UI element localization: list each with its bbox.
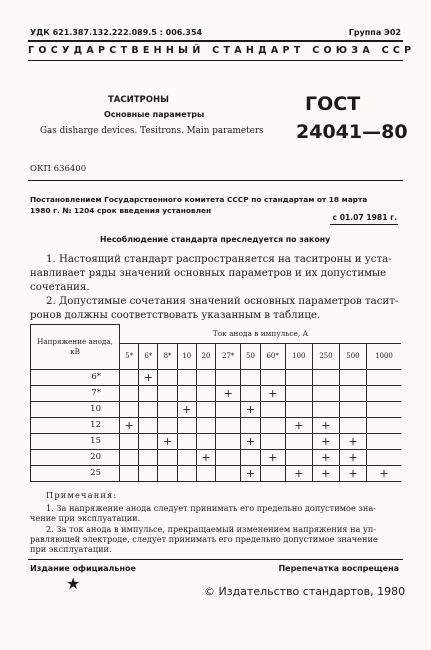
group-code: Группа Э02 bbox=[348, 28, 401, 37]
note-1-line-1: 1. За напряжение анода следует принимать его предельно допустимое зна- bbox=[46, 503, 376, 513]
plus-mark: + bbox=[182, 402, 192, 416]
empty-cell bbox=[158, 369, 177, 385]
current-column-header: 100 bbox=[285, 343, 312, 369]
empty-cell bbox=[312, 369, 339, 385]
voltage-header-line-1: Напряжение анода, bbox=[37, 336, 113, 346]
table-row bbox=[31, 465, 402, 481]
parameters-table bbox=[30, 324, 401, 482]
table-row bbox=[31, 385, 402, 401]
plus-mark: + bbox=[268, 450, 278, 464]
plus-mark: + bbox=[348, 466, 358, 480]
plus-mark: + bbox=[223, 386, 233, 400]
current-group-header: Ток анода в импульсе, А bbox=[120, 325, 402, 344]
empty-cell bbox=[285, 401, 312, 417]
standard-banner: ГОСУДАРСТВЕННЫЙ СТАНДАРТ СОЮЗА ССР bbox=[28, 45, 416, 56]
plus-mark-cell bbox=[139, 369, 158, 385]
empty-cell bbox=[139, 417, 158, 433]
current-column-header: 10 bbox=[177, 343, 196, 369]
english-title: Gas disharge devices. Tesitrons. Main parameters bbox=[40, 126, 264, 136]
plus-mark: + bbox=[321, 418, 331, 432]
current-column-header: 6* bbox=[139, 343, 158, 369]
empty-cell bbox=[158, 417, 177, 433]
empty-cell bbox=[241, 449, 260, 465]
plus-mark-cell bbox=[339, 465, 366, 481]
empty-cell bbox=[139, 465, 158, 481]
plus-mark: + bbox=[348, 434, 358, 448]
plus-mark: + bbox=[162, 434, 173, 448]
empty-cell bbox=[139, 449, 158, 465]
empty-cell bbox=[216, 401, 241, 417]
empty-cell bbox=[339, 401, 366, 417]
note-2-line-1: 2. За ток анода в импульсе, прекращаемый изменением напряжения на уп- bbox=[46, 524, 377, 534]
plus-mark-cell bbox=[285, 465, 312, 481]
table-row bbox=[31, 449, 402, 465]
empty-cell bbox=[139, 401, 158, 417]
udk-code: УДК 621.387.132.222.089.5 : 006.354 bbox=[30, 28, 203, 37]
empty-cell bbox=[241, 369, 260, 385]
table-body bbox=[31, 369, 402, 481]
decree-line-2: 1980 г. № 1204 срок введения установлен bbox=[30, 206, 212, 215]
voltage-header-line-2: кВ bbox=[70, 346, 80, 356]
empty-cell bbox=[241, 385, 260, 401]
plus-mark: + bbox=[321, 434, 331, 448]
notes-heading: Примечания: bbox=[46, 490, 118, 500]
voltage-header bbox=[31, 325, 120, 370]
document-subtitle: Основные параметры bbox=[104, 110, 205, 119]
empty-cell bbox=[158, 385, 177, 401]
empty-cell bbox=[177, 417, 196, 433]
effective-date: с 01.07 1981 г. bbox=[332, 213, 397, 222]
plus-mark-cell bbox=[312, 465, 339, 481]
empty-cell bbox=[158, 401, 177, 417]
empty-cell bbox=[312, 385, 339, 401]
empty-cell bbox=[339, 369, 366, 385]
plus-mark-cell bbox=[241, 465, 260, 481]
gost-label: ГОСТ bbox=[305, 93, 361, 115]
decree-line-1: Постановлением Государственного комитета СССР по стандартам от 18 марта bbox=[30, 195, 368, 204]
empty-cell bbox=[196, 433, 215, 449]
plus-mark: + bbox=[143, 370, 153, 384]
empty-cell bbox=[312, 401, 339, 417]
plus-mark-cell bbox=[339, 449, 366, 465]
empty-cell bbox=[177, 369, 196, 385]
empty-cell bbox=[366, 369, 401, 385]
empty-cell bbox=[216, 417, 241, 433]
empty-cell bbox=[177, 449, 196, 465]
plus-mark: + bbox=[245, 466, 256, 480]
plus-mark: + bbox=[245, 402, 256, 416]
plus-mark-cell bbox=[158, 433, 177, 449]
empty-cell bbox=[366, 417, 401, 433]
empty-cell bbox=[216, 449, 241, 465]
plus-mark: + bbox=[201, 450, 211, 464]
empty-cell bbox=[260, 417, 285, 433]
plus-mark: + bbox=[245, 434, 256, 448]
empty-cell bbox=[120, 433, 139, 449]
table-row bbox=[31, 401, 402, 417]
empty-cell bbox=[216, 433, 241, 449]
voltage-cell: 15 bbox=[31, 433, 120, 449]
note-1-line-2: чение при эксплуатации. bbox=[30, 513, 141, 523]
empty-cell bbox=[285, 369, 312, 385]
empty-cell bbox=[366, 433, 401, 449]
voltage-cell: 20 bbox=[31, 449, 120, 465]
empty-cell bbox=[139, 433, 158, 449]
current-column-header: 60* bbox=[260, 343, 285, 369]
okp-code: ОКП 636400 bbox=[30, 164, 87, 174]
paragraph-2-line-1: 2. Допустимые сочетания значений основных параметров тасит- bbox=[46, 296, 399, 307]
empty-cell bbox=[177, 385, 196, 401]
plus-mark-cell bbox=[241, 401, 260, 417]
legal-warning: Несоблюдение стандарта преследуется по закону bbox=[100, 235, 331, 244]
empty-cell bbox=[366, 449, 401, 465]
empty-cell bbox=[120, 401, 139, 417]
plus-mark-cell bbox=[260, 385, 285, 401]
empty-cell bbox=[139, 385, 158, 401]
plus-mark-cell bbox=[312, 417, 339, 433]
empty-cell bbox=[216, 465, 241, 481]
copyright: © Издательство стандартов, 1980 bbox=[204, 585, 406, 598]
official-edition: Издание официальное bbox=[30, 564, 136, 573]
current-column-header: 5* bbox=[120, 343, 139, 369]
banner-rule bbox=[28, 60, 403, 61]
empty-cell bbox=[158, 465, 177, 481]
gost-number: 24041—80 bbox=[296, 121, 408, 143]
empty-cell bbox=[260, 465, 285, 481]
empty-cell bbox=[158, 449, 177, 465]
paragraph-1-line-2: навливает ряды значений основных параметров и их допустимые bbox=[30, 268, 387, 279]
empty-cell bbox=[177, 433, 196, 449]
okp-rule bbox=[28, 180, 403, 181]
footer-rule bbox=[28, 559, 403, 560]
plus-mark-cell bbox=[339, 433, 366, 449]
voltage-cell: 12 bbox=[31, 417, 120, 433]
empty-cell bbox=[196, 465, 215, 481]
empty-cell bbox=[196, 385, 215, 401]
star-icon: ★ bbox=[66, 574, 81, 593]
plus-mark: + bbox=[268, 386, 278, 400]
empty-cell bbox=[216, 369, 241, 385]
plus-mark: + bbox=[124, 418, 134, 432]
document-title: ТАСИТРОНЫ bbox=[108, 95, 169, 105]
plus-mark-cell bbox=[260, 449, 285, 465]
plus-mark-cell bbox=[196, 449, 215, 465]
empty-cell bbox=[339, 385, 366, 401]
paragraph-1-line-3: сочетания. bbox=[30, 282, 90, 293]
empty-cell bbox=[366, 385, 401, 401]
plus-mark: + bbox=[379, 466, 389, 480]
current-column-header: 1000 bbox=[366, 343, 401, 369]
empty-cell bbox=[260, 433, 285, 449]
plus-mark: + bbox=[348, 450, 358, 464]
empty-cell bbox=[120, 449, 139, 465]
plus-mark-cell bbox=[285, 417, 312, 433]
empty-cell bbox=[120, 385, 139, 401]
top-rule bbox=[28, 40, 403, 42]
plus-mark-cell bbox=[312, 433, 339, 449]
empty-cell bbox=[196, 369, 215, 385]
plus-mark-cell bbox=[241, 433, 260, 449]
current-column-header: 27* bbox=[216, 343, 241, 369]
current-column-header: 8* bbox=[158, 343, 177, 369]
voltage-cell: 7* bbox=[31, 385, 120, 401]
paragraph-1-line-1: 1. Настоящий стандарт распространяется на таситроны и уста- bbox=[46, 254, 392, 265]
plus-mark-cell bbox=[312, 449, 339, 465]
empty-cell bbox=[241, 417, 260, 433]
voltage-cell: 6* bbox=[31, 369, 120, 385]
empty-cell bbox=[260, 369, 285, 385]
empty-cell bbox=[196, 417, 215, 433]
note-2-line-2: равляющей электроде, следует принимать его предельно допустимое значение bbox=[30, 534, 378, 544]
empty-cell bbox=[196, 401, 215, 417]
current-column-header: 250 bbox=[312, 343, 339, 369]
current-column-header: 50 bbox=[241, 343, 260, 369]
plus-mark-cell bbox=[177, 401, 196, 417]
empty-cell bbox=[177, 465, 196, 481]
plus-mark: + bbox=[294, 418, 304, 432]
table-row bbox=[31, 417, 402, 433]
empty-cell bbox=[366, 401, 401, 417]
plus-mark: + bbox=[294, 466, 304, 480]
plus-mark-cell bbox=[366, 465, 401, 481]
empty-cell bbox=[285, 385, 312, 401]
plus-mark: + bbox=[321, 450, 331, 464]
date-underline bbox=[330, 224, 398, 225]
empty-cell bbox=[120, 369, 139, 385]
empty-cell bbox=[260, 401, 285, 417]
empty-cell bbox=[285, 449, 312, 465]
table-row bbox=[31, 369, 402, 385]
plus-mark-cell bbox=[120, 417, 139, 433]
plus-mark-cell bbox=[216, 385, 241, 401]
current-column-header: 20 bbox=[196, 343, 215, 369]
voltage-cell: 10 bbox=[31, 401, 120, 417]
reprint-prohibited: Перепечатка воспрещена bbox=[278, 564, 399, 573]
empty-cell bbox=[120, 465, 139, 481]
empty-cell bbox=[339, 417, 366, 433]
empty-cell bbox=[285, 433, 312, 449]
voltage-cell: 25 bbox=[31, 465, 120, 481]
current-column-header: 500 bbox=[339, 343, 366, 369]
paragraph-2-line-2: ронов должны соответствовать указанным в таблице. bbox=[30, 310, 321, 321]
plus-mark: + bbox=[321, 466, 331, 480]
note-2-line-3: при эксплуатации. bbox=[30, 544, 112, 554]
table-row bbox=[31, 433, 402, 449]
